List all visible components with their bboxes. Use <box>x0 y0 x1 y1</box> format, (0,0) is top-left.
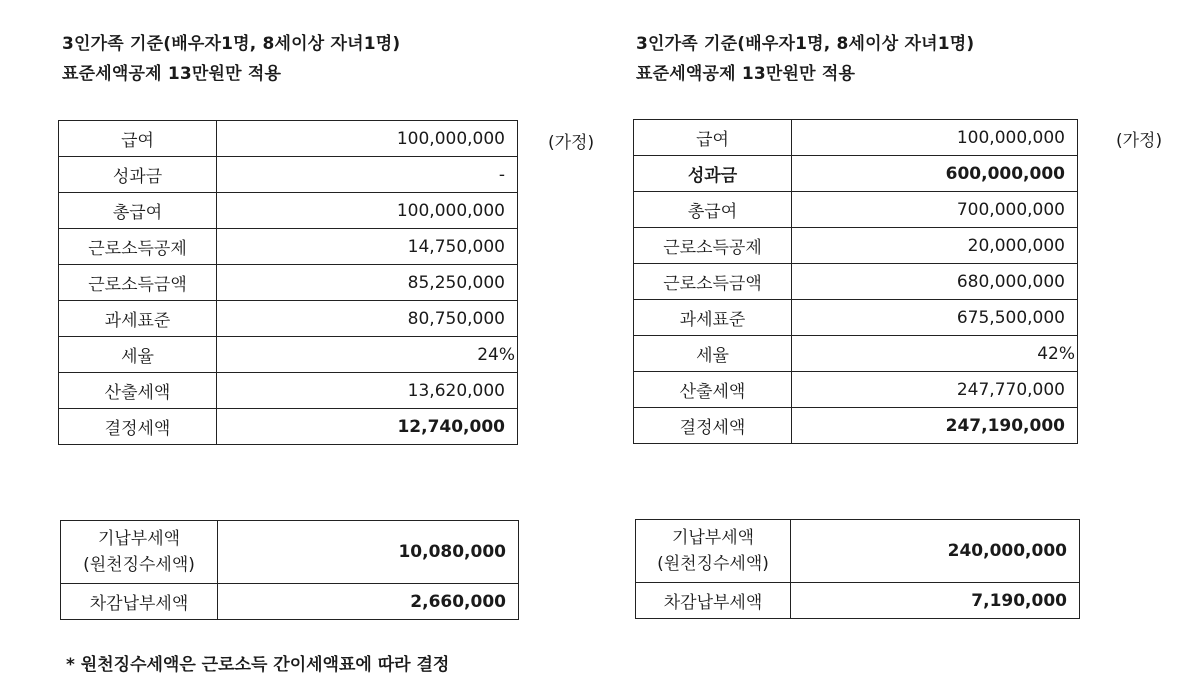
prepaid-label-line1: 기납부세액 <box>671 528 755 548</box>
row-value: - <box>217 157 518 193</box>
table-row <box>634 192 1078 228</box>
table-row <box>59 193 518 229</box>
prepaid-tax-value: 10,080,000 <box>218 521 519 584</box>
tax-table-right <box>633 119 1078 444</box>
row-value: 680,000,000 <box>792 264 1078 300</box>
balance-tax-value: 7,190,000 <box>791 583 1080 619</box>
table-row <box>634 336 1078 372</box>
heading-left <box>62 29 400 89</box>
row-label: 성과금 <box>59 157 217 193</box>
row-label: 근로소득금액 <box>634 264 792 300</box>
row-value: 100,000,000 <box>217 193 518 229</box>
prepaid-label-line2: (원천징수세액) <box>83 555 195 575</box>
table-row <box>59 229 518 265</box>
row-label: 결정세액 <box>59 409 217 445</box>
row-label: 산출세액 <box>634 372 792 408</box>
table-row <box>61 521 519 584</box>
row-value: 80,750,000 <box>217 301 518 337</box>
table-row <box>634 228 1078 264</box>
tax-table-left <box>58 120 518 445</box>
table-row <box>59 265 518 301</box>
row-label: 성과금 <box>634 156 792 192</box>
row-label: 과세표준 <box>59 301 217 337</box>
row-label: 과세표준 <box>634 300 792 336</box>
row-value: 13,620,000 <box>217 373 518 409</box>
row-value: 85,250,000 <box>217 265 518 301</box>
prepaid-label-line1: 기납부세액 <box>97 529 181 549</box>
prepaid-tax-label <box>636 520 791 583</box>
row-label: 근로소득금액 <box>59 265 217 301</box>
row-label: 세율 <box>59 337 217 373</box>
row-label: 총급여 <box>59 193 217 229</box>
row-label: 산출세액 <box>59 373 217 409</box>
table-row <box>59 157 518 193</box>
assumption-note-right: (가정) <box>1116 131 1163 151</box>
row-label: 근로소득공제 <box>634 228 792 264</box>
balance-tax-value: 2,660,000 <box>218 584 519 620</box>
prepaid-label-line2: (원천징수세액) <box>657 554 769 574</box>
row-value: 675,500,000 <box>792 300 1078 336</box>
row-value: 42% <box>792 336 1078 372</box>
table-row <box>634 156 1078 192</box>
row-value: 20,000,000 <box>792 228 1078 264</box>
row-value: 247,190,000 <box>792 408 1078 444</box>
prepaid-tax-label <box>61 521 218 584</box>
row-label: 총급여 <box>634 192 792 228</box>
row-value: 247,770,000 <box>792 372 1078 408</box>
row-value: 24% <box>217 337 518 373</box>
payment-table-left <box>60 520 519 620</box>
row-value: 100,000,000 <box>792 120 1078 156</box>
table-row <box>59 409 518 445</box>
footnote: * 원천징수세액은 근로소득 간이세액표에 따라 결정 <box>66 655 450 675</box>
row-label: 급여 <box>634 120 792 156</box>
heading-right-line1: 3인가족 기준(배우자1명, 8세이상 자녀1명) <box>636 34 975 54</box>
row-value: 100,000,000 <box>217 121 518 157</box>
row-label: 근로소득공제 <box>59 229 217 265</box>
table-row <box>636 520 1080 583</box>
row-value: 700,000,000 <box>792 192 1078 228</box>
row-value: 14,750,000 <box>217 229 518 265</box>
table-row <box>634 408 1078 444</box>
row-value: 600,000,000 <box>792 156 1078 192</box>
row-label: 세율 <box>634 336 792 372</box>
heading-right <box>636 29 974 89</box>
balance-tax-label: 차감납부세액 <box>61 584 218 620</box>
table-row <box>59 337 518 373</box>
heading-left-line2: 표준세액공제 13만원만 적용 <box>62 64 282 84</box>
row-value: 12,740,000 <box>217 409 518 445</box>
table-row <box>634 300 1078 336</box>
table-row <box>59 121 518 157</box>
table-row <box>636 583 1080 619</box>
table-row <box>634 120 1078 156</box>
balance-tax-label: 차감납부세액 <box>636 583 791 619</box>
heading-right-line2: 표준세액공제 13만원만 적용 <box>636 64 856 84</box>
prepaid-tax-value: 240,000,000 <box>791 520 1080 583</box>
row-label: 결정세액 <box>634 408 792 444</box>
table-row <box>59 373 518 409</box>
payment-table-right <box>635 519 1080 619</box>
row-label: 급여 <box>59 121 217 157</box>
table-row <box>634 264 1078 300</box>
table-row <box>634 372 1078 408</box>
assumption-note-left: (가정) <box>548 133 595 153</box>
table-row <box>59 301 518 337</box>
heading-left-line1: 3인가족 기준(배우자1명, 8세이상 자녀1명) <box>62 34 401 54</box>
table-row <box>61 584 519 620</box>
